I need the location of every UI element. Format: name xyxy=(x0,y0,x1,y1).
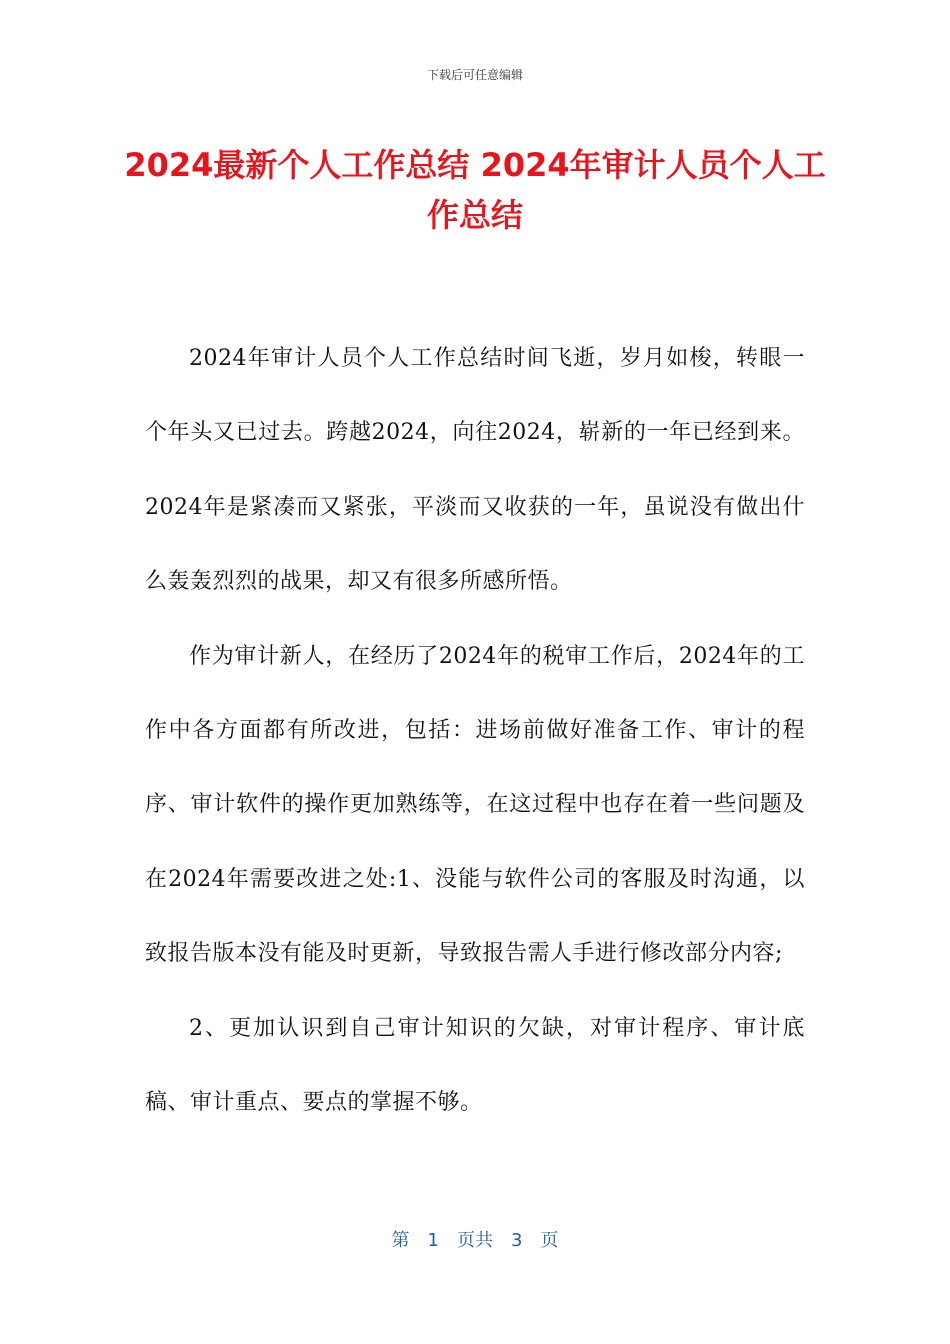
page-footer xyxy=(0,1226,950,1252)
document-title: 2024最新个人工作总结 2024年审计人员个人工作总结 xyxy=(124,146,826,234)
page-header-note: 下载后可任意编辑 xyxy=(426,68,523,82)
footer-page-suffix: 页 xyxy=(540,1230,559,1251)
paragraph-2: 作为审计新人，在经历了2024年的税审工作后，2024年的工作中各方面都有所改进，包括：进场前做好准备工作、审计的程序、审计软件的操作更加熟练等，在这过程中也存在着一些问题及在2024年需要改进之处:1、没能与软件公司的客服及时沟通，以致报告版本没有能及时更新，导致报告需人手进行修改部分内容; xyxy=(145,643,805,967)
footer-page-prefix: 第 xyxy=(391,1230,410,1251)
footer-page-middle: 页共 xyxy=(457,1230,493,1251)
paragraph-3: 2、更加认识到自己审计知识的欠缺，对审计程序、审计底稿、审计重点、要点的掌握不够。 xyxy=(145,1015,805,1116)
footer-current-page: 1 xyxy=(427,1230,439,1251)
document-body xyxy=(145,322,805,1140)
paragraph-1: 2024年审计人员个人工作总结时间飞逝，岁月如梭，转眼一个年头又已过去。跨越2024，向往2024，崭新的一年已经到来。2024年是紧凑而又紧张，平淡而又收获的一年，虽说没有做出什么轰轰烈烈的战果，却又有很多所感所悟。 xyxy=(145,346,805,595)
footer-total-pages: 3 xyxy=(511,1230,523,1251)
